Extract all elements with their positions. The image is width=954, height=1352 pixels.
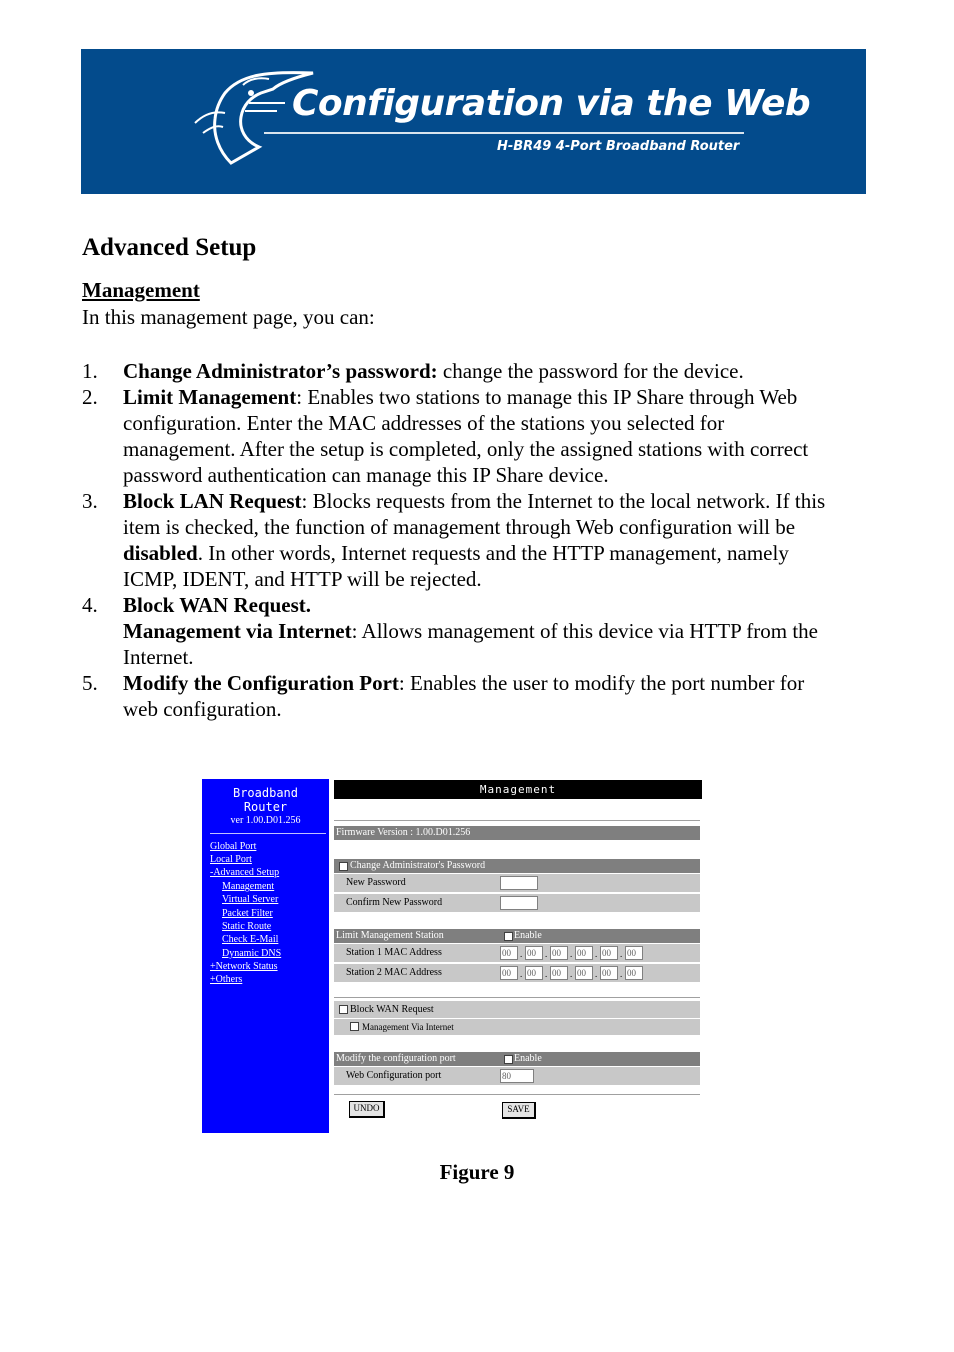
block-wan-label: Block WAN Request bbox=[350, 1004, 434, 1015]
block-wan-row bbox=[334, 1001, 700, 1018]
station1-mac-octet[interactable]: 00 bbox=[550, 946, 568, 960]
list-item bbox=[82, 358, 842, 384]
intro-text: In this management page, you can: bbox=[82, 305, 375, 329]
item-text: : Enables the user to modify the port number for web configuration. bbox=[123, 671, 805, 721]
sidebar-link-check-email[interactable]: Check E-Mail bbox=[222, 934, 279, 945]
panel-header: Management bbox=[334, 780, 702, 799]
station1-mac-octet[interactable]: 00 bbox=[575, 946, 593, 960]
list-item bbox=[82, 384, 842, 488]
divider bbox=[334, 1094, 700, 1095]
item-text: . In other words, Internet requests and the HTTP management, namely ICMP, IDENT, and HTTP will be rejected. bbox=[123, 541, 789, 591]
station2-row bbox=[334, 964, 700, 982]
item-title: Block WAN Request. bbox=[123, 593, 312, 617]
modify-port-label: Modify the configuration port bbox=[336, 1053, 456, 1064]
mac-separator: . bbox=[570, 969, 573, 979]
router-main-panel bbox=[334, 779, 702, 1133]
mac-separator: . bbox=[545, 969, 548, 979]
feature-list bbox=[82, 358, 842, 722]
item-title: Modify the Configuration Port bbox=[123, 671, 399, 695]
station1-mac-octet[interactable]: 00 bbox=[525, 946, 543, 960]
divider bbox=[334, 997, 700, 998]
firmware-version: Firmware Version : 1.00.D01.256 bbox=[336, 827, 471, 838]
mac-separator: . bbox=[595, 969, 598, 979]
item-title: Block LAN Request bbox=[123, 489, 302, 513]
list-item bbox=[82, 592, 842, 670]
station2-mac-octet[interactable]: 00 bbox=[550, 966, 568, 980]
change-password-bar bbox=[334, 859, 700, 873]
item-text: change the password for the device. bbox=[437, 359, 744, 383]
item-text: : Enables two stations to manage this IP Share through Web configuration. Enter the MAC addresses of the stations you selected for management. After the setup is completed, only the assigned stations with correct password authentication can manage this IP Share device. bbox=[123, 385, 809, 487]
new-password-label: New Password bbox=[346, 877, 406, 888]
item-title: Limit Management bbox=[123, 385, 297, 409]
mac-separator: . bbox=[620, 949, 623, 959]
divider bbox=[334, 820, 700, 821]
limit-management-label: Limit Management Station bbox=[336, 930, 444, 941]
sidebar-link-local-port[interactable]: Local Port bbox=[210, 854, 252, 865]
station1-mac-octet[interactable]: 00 bbox=[625, 946, 643, 960]
mac-separator: . bbox=[595, 949, 598, 959]
item-subtitle: Management via Internet bbox=[123, 619, 352, 643]
list-item bbox=[82, 670, 842, 722]
section-subheading: Management bbox=[82, 278, 200, 302]
item-text: : Allows management of this device via HTTP from the Internet. bbox=[123, 619, 818, 669]
web-port-label: Web Configuration port bbox=[346, 1070, 442, 1081]
block-wan-checkbox[interactable] bbox=[339, 1005, 348, 1014]
mgmt-internet-row bbox=[334, 1019, 700, 1035]
web-port-input[interactable]: 80 bbox=[500, 1069, 534, 1083]
mac-separator: . bbox=[520, 969, 523, 979]
list-item bbox=[82, 488, 842, 592]
confirm-password-label: Confirm New Password bbox=[346, 897, 443, 908]
mgmt-internet-label: Management Via Internet bbox=[362, 1022, 454, 1032]
banner-rule bbox=[264, 132, 744, 134]
item-text: : Blocks requests from the Internet to the local network. If this item is checked, the function of management through Web configuration will be bbox=[123, 489, 826, 539]
modify-port-enable-checkbox[interactable] bbox=[504, 1055, 513, 1064]
station1-mac-octet[interactable]: 00 bbox=[600, 946, 618, 960]
station2-mac-octet[interactable]: 00 bbox=[600, 966, 618, 980]
mgmt-internet-checkbox[interactable] bbox=[350, 1022, 359, 1031]
limit-management-enable-checkbox[interactable] bbox=[504, 932, 513, 941]
change-password-label: Change Administrator's Password bbox=[350, 860, 486, 871]
save-button[interactable]: SAVE bbox=[502, 1102, 536, 1119]
mac-separator: . bbox=[620, 969, 623, 979]
sidebar-title: Router bbox=[243, 800, 288, 814]
confirm-password-input[interactable] bbox=[500, 896, 538, 910]
banner-title: Configuration via the Web bbox=[292, 83, 811, 124]
sidebar-link-virtual-server[interactable]: Virtual Server bbox=[222, 894, 279, 905]
sidebar-link-management[interactable]: Management bbox=[222, 881, 275, 892]
sidebar-link-global-port[interactable]: Global Port bbox=[210, 841, 257, 852]
station2-mac-octet[interactable]: 00 bbox=[575, 966, 593, 980]
station2-label: Station 2 MAC Address bbox=[346, 967, 442, 978]
station2-mac-octet[interactable]: 00 bbox=[500, 966, 518, 980]
station2-mac-octet[interactable]: 00 bbox=[525, 966, 543, 980]
sidebar-divider bbox=[210, 833, 326, 834]
item-number: 3. bbox=[82, 489, 98, 513]
page-title: Advanced Setup bbox=[82, 234, 257, 261]
station1-label: Station 1 MAC Address bbox=[346, 947, 442, 958]
item-number: 2. bbox=[82, 385, 98, 409]
enable-label: Enable bbox=[514, 930, 542, 941]
firmware-bar bbox=[334, 826, 700, 840]
station1-mac-octet[interactable]: 00 bbox=[500, 946, 518, 960]
banner-subtitle: H-BR49 4-Port Broadband Router bbox=[497, 139, 740, 154]
router-sidebar bbox=[202, 779, 329, 1133]
change-password-checkbox[interactable] bbox=[339, 862, 348, 871]
sidebar-title: Broadband bbox=[232, 786, 299, 800]
sidebar-link-advanced-setup[interactable]: -Advanced Setup bbox=[210, 867, 280, 878]
figure-caption: Figure 9 bbox=[439, 1160, 515, 1184]
station2-mac-octet[interactable]: 00 bbox=[625, 966, 643, 980]
undo-button[interactable]: UNDO bbox=[349, 1101, 385, 1118]
sidebar-version: ver 1.00.D01.256 bbox=[230, 815, 301, 826]
header-banner bbox=[81, 49, 866, 194]
item-title: Change Administrator’s password: bbox=[123, 359, 438, 383]
item-emphasis: disabled bbox=[123, 541, 198, 565]
new-password-row bbox=[334, 874, 700, 892]
mac-separator: . bbox=[520, 949, 523, 959]
sidebar-link-static-route[interactable]: Static Route bbox=[222, 921, 272, 932]
sidebar-link-others[interactable]: +Others bbox=[210, 974, 243, 985]
mac-separator: . bbox=[545, 949, 548, 959]
sidebar-link-packet-filter[interactable]: Packet Filter bbox=[222, 908, 273, 919]
item-number: 4. bbox=[82, 593, 98, 617]
web-port-row bbox=[334, 1067, 700, 1085]
mac-separator: . bbox=[570, 949, 573, 959]
sidebar-link-network-status[interactable]: +Network Status bbox=[210, 961, 278, 972]
limit-management-bar bbox=[334, 929, 700, 943]
new-password-input[interactable] bbox=[500, 876, 538, 890]
confirm-password-row bbox=[334, 894, 700, 912]
modify-port-bar bbox=[334, 1052, 700, 1066]
router-screenshot-figure bbox=[202, 779, 702, 1133]
station1-row bbox=[334, 944, 700, 962]
item-number: 5. bbox=[82, 671, 98, 695]
item-number: 1. bbox=[82, 359, 98, 383]
sidebar-link-dynamic-dns[interactable]: Dynamic DNS bbox=[222, 948, 282, 959]
enable-label: Enable bbox=[514, 1053, 542, 1064]
